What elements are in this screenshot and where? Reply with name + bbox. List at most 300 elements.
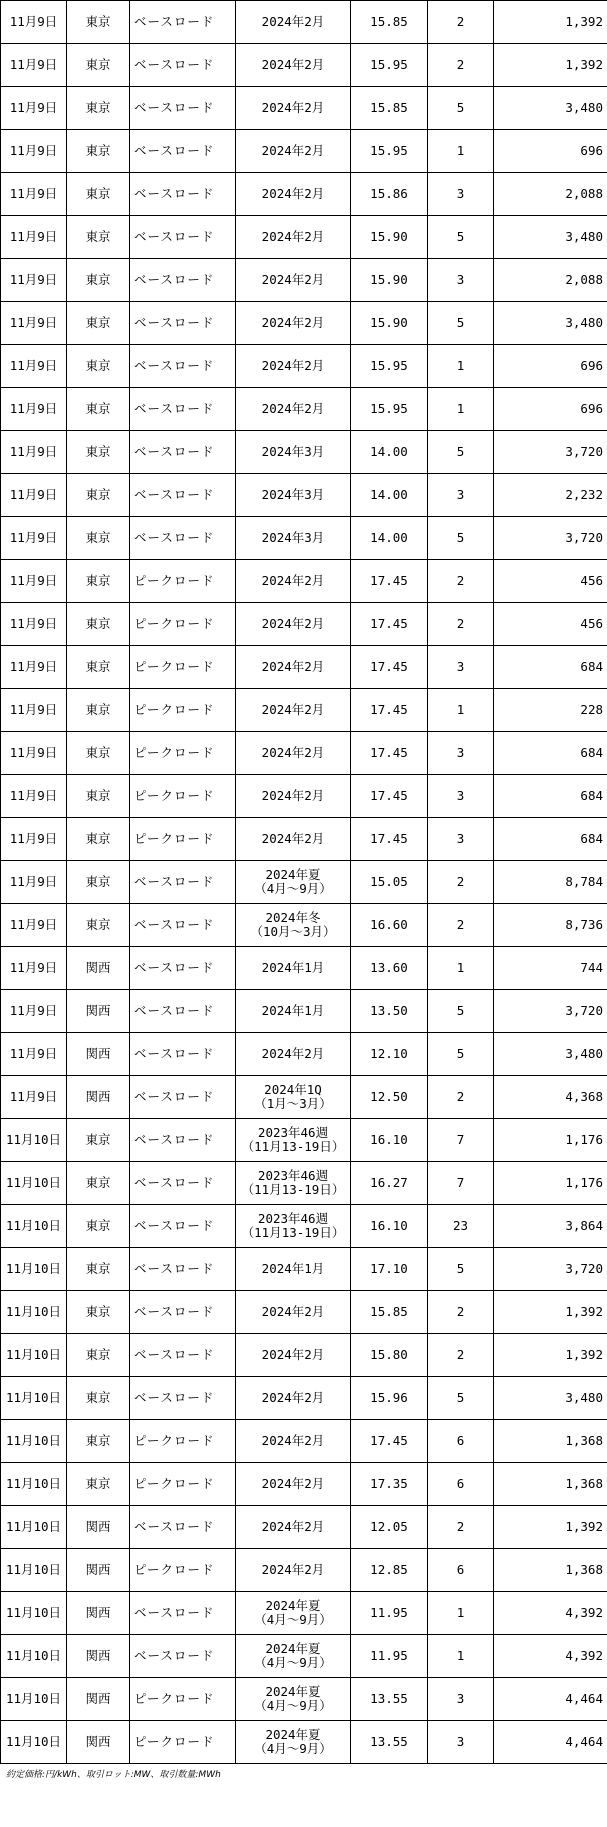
area-cell: 東京: [67, 87, 130, 130]
lots-cell: 5: [428, 517, 494, 560]
volume-cell: 696: [494, 388, 607, 431]
delivery-period-cell: [236, 431, 351, 474]
table-row: [1, 904, 607, 947]
table-row: [1, 345, 607, 388]
trade-date-cell: 11月9日: [1, 474, 67, 517]
volume-cell: 456: [494, 603, 607, 646]
area-cell: 東京: [67, 1334, 130, 1377]
delivery-period-cell: [236, 1377, 351, 1420]
volume-cell: 3,720: [494, 431, 607, 474]
trade-date-cell: 11月9日: [1, 388, 67, 431]
lots-cell: 7: [428, 1162, 494, 1205]
area-cell: 東京: [67, 904, 130, 947]
delivery-period-line: （1月～3月）: [254, 1096, 332, 1111]
delivery-period-line: 2024年1月: [261, 1003, 325, 1018]
product-cell: ベースロード: [130, 1205, 236, 1248]
lots-cell: 3: [428, 259, 494, 302]
volume-cell: 4,464: [494, 1721, 607, 1764]
delivery-period-cell: [236, 173, 351, 216]
product-cell: ベースロード: [130, 388, 236, 431]
price-cell: 17.35: [351, 1463, 428, 1506]
lots-cell: 1: [428, 689, 494, 732]
product-cell: ベースロード: [130, 1033, 236, 1076]
delivery-period-line: 2024年2月: [261, 1046, 325, 1061]
area-cell: 東京: [67, 345, 130, 388]
trade-date-cell: 11月10日: [1, 1678, 67, 1721]
table-row: [1, 302, 607, 345]
area-cell: 関西: [67, 1549, 130, 1592]
trade-date-cell: 11月10日: [1, 1334, 67, 1377]
price-cell: 17.45: [351, 775, 428, 818]
delivery-period-cell: [236, 732, 351, 775]
trade-date-cell: 11月10日: [1, 1635, 67, 1678]
delivery-period-cell: [236, 474, 351, 517]
delivery-period-line: 2024年2月: [261, 143, 325, 158]
delivery-period-line: 2024年2月: [261, 100, 325, 115]
delivery-period-cell: [236, 904, 351, 947]
table-row: [1, 560, 607, 603]
delivery-period-line: （4月～9月）: [254, 1741, 332, 1756]
product-cell: ベースロード: [130, 1592, 236, 1635]
delivery-period-line: 2024年2月: [261, 745, 325, 760]
price-cell: 13.55: [351, 1678, 428, 1721]
delivery-period-line: 2024年夏: [265, 867, 321, 882]
area-cell: 関西: [67, 1678, 130, 1721]
delivery-period-line: 2024年2月: [261, 229, 325, 244]
product-cell: ベースロード: [130, 216, 236, 259]
lots-cell: 3: [428, 775, 494, 818]
area-cell: 東京: [67, 732, 130, 775]
trade-date-cell: 11月9日: [1, 603, 67, 646]
trade-date-cell: 11月10日: [1, 1291, 67, 1334]
delivery-period-line: 2024年2月: [261, 315, 325, 330]
lots-cell: 3: [428, 474, 494, 517]
lots-cell: 5: [428, 87, 494, 130]
delivery-period-line: （4月～9月）: [254, 1655, 332, 1670]
product-cell: ベースロード: [130, 345, 236, 388]
volume-cell: 3,480: [494, 216, 607, 259]
trade-date-cell: 11月10日: [1, 1248, 67, 1291]
price-cell: 15.85: [351, 87, 428, 130]
price-cell: 13.60: [351, 947, 428, 990]
lots-cell: 5: [428, 431, 494, 474]
area-cell: 東京: [67, 1248, 130, 1291]
area-cell: 東京: [67, 775, 130, 818]
lots-cell: 5: [428, 216, 494, 259]
table-row: [1, 216, 607, 259]
table-row: [1, 689, 607, 732]
delivery-period-cell: [236, 1635, 351, 1678]
product-cell: ベースロード: [130, 1377, 236, 1420]
product-cell: ベースロード: [130, 947, 236, 990]
delivery-period-cell: [236, 1, 351, 44]
area-cell: 東京: [67, 388, 130, 431]
volume-cell: 1,392: [494, 1334, 607, 1377]
volume-cell: 8,736: [494, 904, 607, 947]
delivery-period-line: 2024年1月: [261, 1261, 325, 1276]
product-cell: ベースロード: [130, 431, 236, 474]
table-row: [1, 1463, 607, 1506]
product-cell: ベースロード: [130, 474, 236, 517]
trade-date-cell: 11月10日: [1, 1119, 67, 1162]
price-cell: 17.45: [351, 818, 428, 861]
trade-date-cell: 11月10日: [1, 1162, 67, 1205]
area-cell: 関西: [67, 947, 130, 990]
price-cell: 12.50: [351, 1076, 428, 1119]
table-row: [1, 1291, 607, 1334]
volume-cell: 684: [494, 775, 607, 818]
delivery-period-cell: [236, 861, 351, 904]
area-cell: 東京: [67, 130, 130, 173]
trade-date-cell: 11月10日: [1, 1420, 67, 1463]
price-cell: 16.10: [351, 1205, 428, 1248]
table-row: [1, 646, 607, 689]
price-cell: 15.95: [351, 345, 428, 388]
delivery-period-cell: [236, 947, 351, 990]
delivery-period-line: 2024年2月: [261, 1390, 325, 1405]
area-cell: 東京: [67, 1420, 130, 1463]
table-row: [1, 1205, 607, 1248]
delivery-period-cell: [236, 990, 351, 1033]
trade-date-cell: 11月10日: [1, 1377, 67, 1420]
volume-cell: 1,392: [494, 44, 607, 87]
delivery-period-cell: [236, 1592, 351, 1635]
volume-cell: 3,720: [494, 517, 607, 560]
volume-cell: 2,088: [494, 173, 607, 216]
delivery-period-line: 2024年2月: [261, 659, 325, 674]
table-row: [1, 1420, 607, 1463]
delivery-period-line: （4月～9月）: [254, 1698, 332, 1713]
lots-cell: 5: [428, 1033, 494, 1076]
trade-date-cell: 11月9日: [1, 947, 67, 990]
volume-cell: 744: [494, 947, 607, 990]
delivery-period-cell: [236, 87, 351, 130]
lots-cell: 3: [428, 646, 494, 689]
table-row: [1, 1721, 607, 1764]
delivery-period-cell: [236, 1205, 351, 1248]
table-row: [1, 1033, 607, 1076]
delivery-period-cell: [236, 689, 351, 732]
table-row: [1, 1119, 607, 1162]
price-cell: 16.10: [351, 1119, 428, 1162]
delivery-period-cell: [236, 1721, 351, 1764]
delivery-period-line: 2024年2月: [261, 14, 325, 29]
table-row: [1, 1334, 607, 1377]
price-cell: 17.45: [351, 732, 428, 775]
product-cell: ベースロード: [130, 259, 236, 302]
lots-cell: 6: [428, 1420, 494, 1463]
delivery-period-line: 2024年2月: [261, 831, 325, 846]
price-cell: 15.90: [351, 216, 428, 259]
trade-date-cell: 11月9日: [1, 1076, 67, 1119]
product-cell: ベースロード: [130, 1334, 236, 1377]
trade-date-cell: 11月9日: [1, 646, 67, 689]
price-cell: 17.10: [351, 1248, 428, 1291]
lots-cell: 3: [428, 173, 494, 216]
delivery-period-line: 2024年夏: [265, 1684, 321, 1699]
price-cell: 15.90: [351, 302, 428, 345]
price-cell: 13.50: [351, 990, 428, 1033]
delivery-period-line: （11月13-19日）: [241, 1182, 345, 1197]
delivery-period-line: 2024年夏: [265, 1641, 321, 1656]
trade-date-cell: 11月9日: [1, 1033, 67, 1076]
area-cell: 東京: [67, 302, 130, 345]
lots-cell: 1: [428, 130, 494, 173]
delivery-period-line: 2024年2月: [261, 1433, 325, 1448]
lots-cell: 23: [428, 1205, 494, 1248]
trade-date-cell: 11月9日: [1, 259, 67, 302]
area-cell: 関西: [67, 1592, 130, 1635]
lots-cell: 1: [428, 1635, 494, 1678]
price-cell: 17.45: [351, 560, 428, 603]
lots-cell: 2: [428, 861, 494, 904]
trade-date-cell: 11月10日: [1, 1721, 67, 1764]
trade-date-cell: 11月9日: [1, 44, 67, 87]
delivery-period-line: 2023年46週: [257, 1168, 329, 1183]
delivery-period-cell: [236, 603, 351, 646]
price-cell: 15.80: [351, 1334, 428, 1377]
lots-cell: 5: [428, 1248, 494, 1291]
volume-cell: 3,864: [494, 1205, 607, 1248]
delivery-period-line: 2024年冬: [265, 910, 321, 925]
table-row: [1, 603, 607, 646]
area-cell: 東京: [67, 1463, 130, 1506]
lots-cell: 2: [428, 1, 494, 44]
delivery-period-cell: [236, 44, 351, 87]
volume-cell: 696: [494, 345, 607, 388]
table-row: [1, 818, 607, 861]
area-cell: 東京: [67, 646, 130, 689]
volume-cell: 2,088: [494, 259, 607, 302]
delivery-period-line: 2024年2月: [261, 1519, 325, 1534]
delivery-period-line: （11月13-19日）: [241, 1225, 345, 1240]
table-row: [1, 1592, 607, 1635]
trade-date-cell: 11月10日: [1, 1463, 67, 1506]
delivery-period-line: 2024年3月: [261, 487, 325, 502]
product-cell: ベースロード: [130, 1162, 236, 1205]
delivery-period-line: 2024年2月: [261, 1347, 325, 1362]
product-cell: ベースロード: [130, 1506, 236, 1549]
volume-cell: 228: [494, 689, 607, 732]
volume-cell: 684: [494, 646, 607, 689]
table-row: [1, 388, 607, 431]
volume-cell: 1,368: [494, 1420, 607, 1463]
delivery-period-line: （4月～9月）: [254, 881, 332, 896]
table-row: [1, 1248, 607, 1291]
price-cell: 15.95: [351, 44, 428, 87]
price-cell: 12.10: [351, 1033, 428, 1076]
product-cell: ベースロード: [130, 861, 236, 904]
price-cell: 15.86: [351, 173, 428, 216]
product-cell: ベースロード: [130, 990, 236, 1033]
product-cell: ピークロード: [130, 732, 236, 775]
area-cell: 東京: [67, 474, 130, 517]
trade-date-cell: 11月10日: [1, 1205, 67, 1248]
lots-cell: 1: [428, 345, 494, 388]
table-row: [1, 990, 607, 1033]
delivery-period-cell: [236, 1033, 351, 1076]
trade-date-cell: 11月9日: [1, 130, 67, 173]
area-cell: 東京: [67, 1162, 130, 1205]
delivery-period-cell: [236, 775, 351, 818]
area-cell: 関西: [67, 1635, 130, 1678]
price-cell: 15.85: [351, 1, 428, 44]
lots-cell: 7: [428, 1119, 494, 1162]
lots-cell: 1: [428, 947, 494, 990]
price-cell: 17.45: [351, 1420, 428, 1463]
area-cell: 東京: [67, 173, 130, 216]
table-row: [1, 1, 607, 44]
table-row: [1, 1678, 607, 1721]
volume-cell: 1,176: [494, 1162, 607, 1205]
volume-cell: 4,392: [494, 1635, 607, 1678]
volume-cell: 684: [494, 818, 607, 861]
table-row: [1, 1506, 607, 1549]
delivery-period-cell: [236, 560, 351, 603]
product-cell: ピークロード: [130, 1549, 236, 1592]
volume-cell: 8,784: [494, 861, 607, 904]
price-cell: 17.45: [351, 603, 428, 646]
price-cell: 17.45: [351, 689, 428, 732]
delivery-period-cell: [236, 1678, 351, 1721]
product-cell: ピークロード: [130, 560, 236, 603]
volume-cell: 3,480: [494, 302, 607, 345]
lots-cell: 6: [428, 1549, 494, 1592]
table-row: [1, 775, 607, 818]
price-cell: 16.27: [351, 1162, 428, 1205]
product-cell: ピークロード: [130, 1463, 236, 1506]
trade-date-cell: 11月10日: [1, 1592, 67, 1635]
trade-date-cell: 11月9日: [1, 732, 67, 775]
table-row: [1, 947, 607, 990]
volume-cell: 3,720: [494, 990, 607, 1033]
product-cell: ベースロード: [130, 1119, 236, 1162]
delivery-period-line: 2024年2月: [261, 401, 325, 416]
lots-cell: 2: [428, 560, 494, 603]
trade-date-cell: 11月9日: [1, 990, 67, 1033]
volume-cell: 3,480: [494, 1377, 607, 1420]
lots-cell: 3: [428, 1721, 494, 1764]
lots-cell: 2: [428, 1291, 494, 1334]
lots-cell: 5: [428, 302, 494, 345]
price-cell: 11.95: [351, 1635, 428, 1678]
area-cell: 東京: [67, 1, 130, 44]
trade-date-cell: 11月9日: [1, 560, 67, 603]
price-cell: 12.85: [351, 1549, 428, 1592]
table-row: [1, 44, 607, 87]
volume-cell: 684: [494, 732, 607, 775]
delivery-period-cell: [236, 1463, 351, 1506]
table-row: [1, 87, 607, 130]
lots-cell: 3: [428, 818, 494, 861]
lots-cell: 2: [428, 1334, 494, 1377]
volume-cell: 1,392: [494, 1, 607, 44]
table-row: [1, 173, 607, 216]
volume-cell: 4,368: [494, 1076, 607, 1119]
trade-date-cell: 11月9日: [1, 818, 67, 861]
delivery-period-cell: [236, 517, 351, 560]
delivery-period-cell: [236, 1420, 351, 1463]
delivery-period-line: 2023年46週: [257, 1125, 329, 1140]
product-cell: ベースロード: [130, 87, 236, 130]
trade-date-cell: 11月10日: [1, 1549, 67, 1592]
delivery-period-cell: [236, 1549, 351, 1592]
price-cell: 16.60: [351, 904, 428, 947]
lots-cell: 2: [428, 904, 494, 947]
area-cell: 関西: [67, 1033, 130, 1076]
lots-cell: 5: [428, 1377, 494, 1420]
delivery-period-cell: [236, 646, 351, 689]
lots-cell: 5: [428, 990, 494, 1033]
delivery-period-line: 2024年2月: [261, 1562, 325, 1577]
trade-date-cell: 11月10日: [1, 1506, 67, 1549]
table-row: [1, 431, 607, 474]
price-cell: 15.90: [351, 259, 428, 302]
product-cell: ベースロード: [130, 1248, 236, 1291]
product-cell: ベースロード: [130, 173, 236, 216]
lots-cell: 1: [428, 388, 494, 431]
product-cell: ベースロード: [130, 1, 236, 44]
trade-date-cell: 11月9日: [1, 302, 67, 345]
volume-cell: 3,480: [494, 87, 607, 130]
area-cell: 東京: [67, 1377, 130, 1420]
delivery-period-cell: [236, 1334, 351, 1377]
area-cell: 東京: [67, 44, 130, 87]
product-cell: ベースロード: [130, 302, 236, 345]
area-cell: 東京: [67, 431, 130, 474]
delivery-period-line: 2024年夏: [265, 1727, 321, 1742]
delivery-period-cell: [236, 259, 351, 302]
trade-date-cell: 11月9日: [1, 1, 67, 44]
lots-cell: 2: [428, 603, 494, 646]
area-cell: 関西: [67, 1506, 130, 1549]
delivery-period-cell: [236, 1248, 351, 1291]
lots-cell: 2: [428, 1076, 494, 1119]
delivery-period-line: （10月～3月）: [250, 924, 336, 939]
table-row: [1, 1162, 607, 1205]
table-row: [1, 732, 607, 775]
area-cell: 関西: [67, 990, 130, 1033]
volume-cell: 1,392: [494, 1291, 607, 1334]
delivery-period-cell: [236, 818, 351, 861]
product-cell: ピークロード: [130, 646, 236, 689]
volume-cell: 1,392: [494, 1506, 607, 1549]
lots-cell: 2: [428, 1506, 494, 1549]
volume-cell: 696: [494, 130, 607, 173]
table-row: [1, 861, 607, 904]
price-cell: 17.45: [351, 646, 428, 689]
delivery-period-line: 2024年2月: [261, 702, 325, 717]
area-cell: 関西: [67, 1721, 130, 1764]
volume-cell: 2,232: [494, 474, 607, 517]
delivery-period-cell: [236, 345, 351, 388]
delivery-period-line: 2024年2月: [261, 57, 325, 72]
product-cell: ベースロード: [130, 44, 236, 87]
trade-date-cell: 11月9日: [1, 431, 67, 474]
area-cell: 関西: [67, 1076, 130, 1119]
table-row: [1, 130, 607, 173]
lots-cell: 3: [428, 1678, 494, 1721]
lots-cell: 2: [428, 44, 494, 87]
product-cell: ベースロード: [130, 1291, 236, 1334]
area-cell: 東京: [67, 1119, 130, 1162]
delivery-period-line: 2024年3月: [261, 444, 325, 459]
volume-cell: 3,720: [494, 1248, 607, 1291]
product-cell: ピークロード: [130, 775, 236, 818]
area-cell: 東京: [67, 861, 130, 904]
trade-date-cell: 11月9日: [1, 517, 67, 560]
area-cell: 東京: [67, 216, 130, 259]
